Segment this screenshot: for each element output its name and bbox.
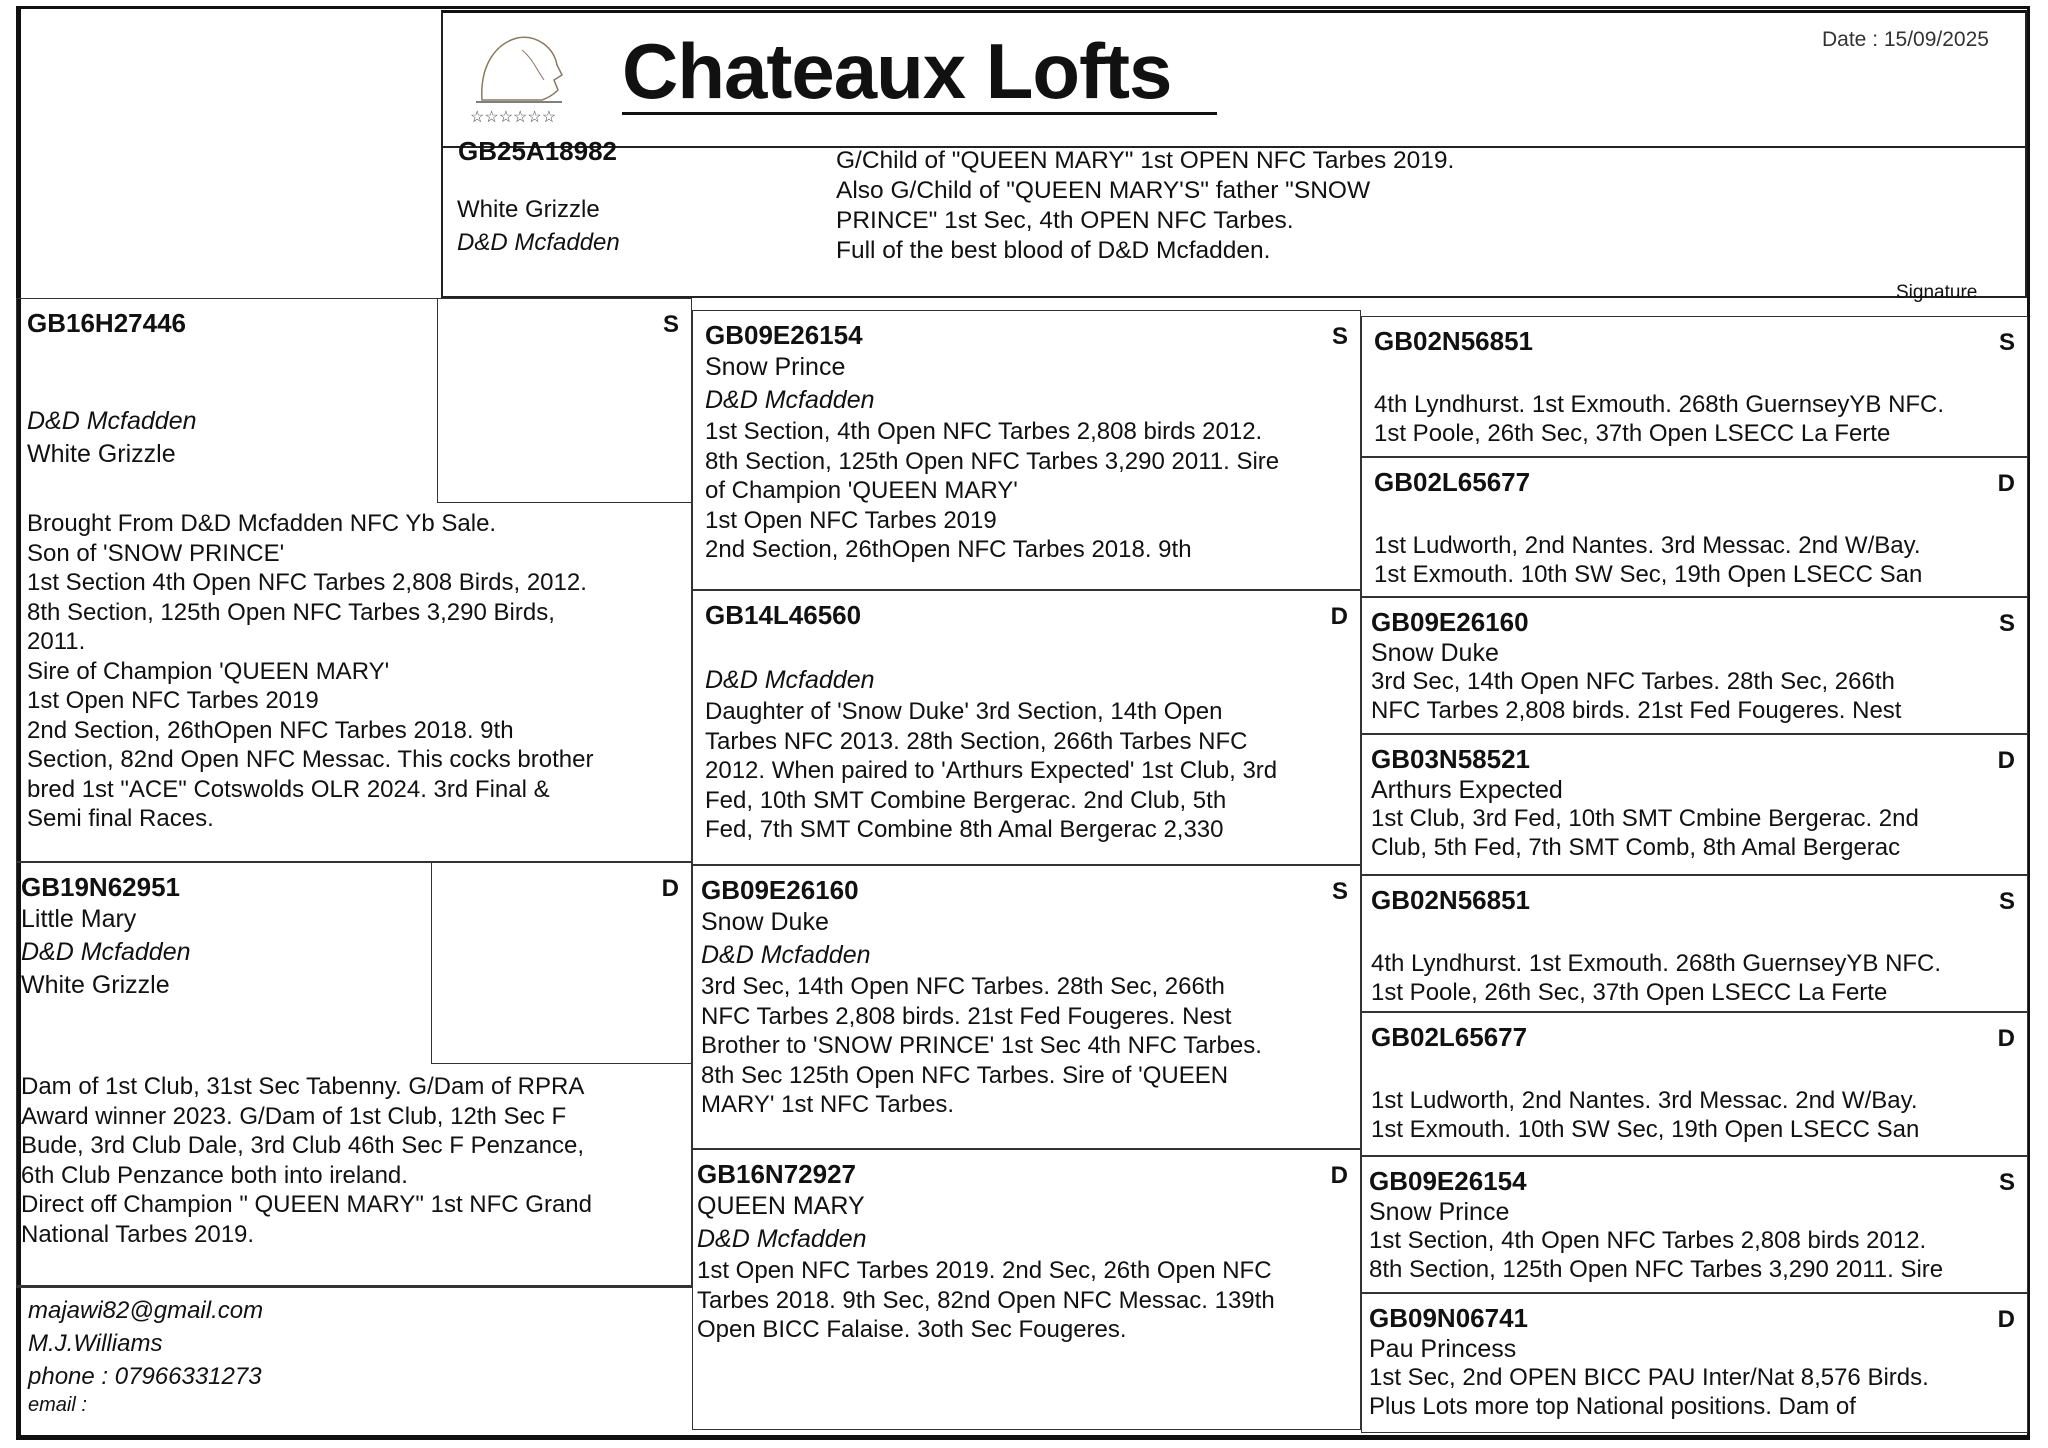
bird-owner: D&D Mcfadden (701, 941, 871, 969)
note-line: Semi final Races. (27, 805, 214, 832)
note-line: Brother to 'SNOW PRINCE' 1st Sec 4th NFC Tarbes. (701, 1032, 1262, 1059)
spacer (1371, 1053, 2015, 1087)
subject-note-line: PRINCE" 1st Sec, 4th OPEN NFC Tarbes. (836, 207, 1294, 234)
ring-number: GB16N72927 (697, 1159, 856, 1189)
note-line: Tarbes 2018. 9th Sec, 82nd Open NFC Messac. 139th (697, 1286, 1275, 1314)
bird-notes (27, 509, 679, 834)
note-line: Fed, 10th SMT Combine Bergerac. 2nd Club, 5th (705, 786, 1227, 814)
sex-marker: S (1998, 610, 2015, 637)
spacer (27, 372, 679, 405)
note-line: 2nd Section, 26thOpen NFC Tarbes 2018. 9th (705, 536, 1192, 563)
spacer (1374, 357, 2015, 391)
bird-notes (1371, 950, 2015, 1007)
dds-box (1361, 1156, 2028, 1293)
note-line: 1st Exmouth. 10th SW Sec, 19th Open LSECC San (1374, 560, 1923, 588)
bird-notes (1371, 1087, 2015, 1144)
bird-owner: D&D Mcfadden (705, 386, 875, 414)
note-line: NFC Tarbes 2,808 birds. 21st Fed Fougeres. Nest (1371, 696, 1902, 724)
note-line: 1st Open NFC Tarbes 2019 (27, 687, 319, 714)
sex-marker: D (1997, 1306, 2015, 1333)
ring-number: GB02N56851 (1371, 885, 1530, 915)
spacer (1371, 916, 2015, 950)
note-line: Tarbes NFC 2013. 28th Section, 266th Tarbes NFC (705, 727, 1248, 755)
dss-box (1361, 875, 2028, 1012)
note-line: 2012. When paired to 'Arthurs Expected' 1st Club, 3rd (705, 757, 1278, 784)
sex-marker: S (1998, 329, 2015, 356)
note-line: 2011. (27, 628, 86, 655)
note-line: Brought From D&D Mcfadden NFC Yb Sale. (27, 510, 497, 537)
bird-notes (705, 417, 1348, 565)
bird-notes (1374, 391, 2015, 448)
bird-colour: White Grizzle (27, 440, 176, 468)
bird-name: QUEEN MARY (697, 1192, 865, 1220)
subject-note-line: Full of the best blood of D&D Mcfadden. (836, 237, 1271, 264)
sex-marker: S (1331, 878, 1348, 905)
sex-marker: D (1997, 747, 2015, 774)
note-line: Son of 'SNOW PRINCE' (27, 539, 285, 567)
sex-marker: S (1331, 323, 1348, 350)
sex-marker: S (662, 311, 679, 338)
note-line: of Champion 'QUEEN MARY' (705, 477, 1018, 504)
ssd-box (1361, 457, 2028, 597)
note-line: Award winner 2023. G/Dam of 1st Club, 12th Sec F (21, 1102, 567, 1130)
signature-label: Signature (1896, 282, 1978, 303)
note-line: 1st Poole, 26th Sec, 37th Open LSECC La Ferte (1371, 978, 1888, 1006)
note-line: Bude, 3rd Club Dale, 3rd Club 46th Sec F Penzance, (21, 1132, 584, 1159)
note-line: Section, 82nd Open NFC Messac. This cocks brother (27, 746, 594, 773)
contact-phone: phone : 07966331273 (28, 1363, 262, 1390)
note-line: 6th Club Penzance both into ireland. (21, 1161, 408, 1189)
sire-box (16, 298, 692, 862)
note-line: 4th Lyndhurst. 1st Exmouth. 268th GuernseyYB NFC. (1371, 950, 1942, 977)
bird-name: Snow Duke (701, 908, 829, 936)
bird-notes (1371, 668, 2015, 725)
note-line: Fed, 7th SMT Combine 8th Amal Bergerac 2,330 (705, 816, 1224, 843)
ring-number: GB02L65677 (1374, 467, 1531, 497)
note-line: Direct off Champion " QUEEN MARY" 1st NFC Grand (21, 1191, 592, 1218)
svg-text:☆☆☆☆☆☆: ☆☆☆☆☆☆ (470, 109, 557, 126)
sex-marker: S (1998, 888, 2015, 915)
sex-marker: D (661, 875, 679, 902)
bird-notes (697, 1256, 1348, 1345)
ring-number: GB09E26160 (701, 875, 859, 905)
spacer (27, 339, 679, 372)
ddd-box (1361, 1293, 2028, 1433)
note-line: 1st Open NFC Tarbes 2019. 2nd Sec, 26th Open NFC (697, 1257, 1272, 1284)
note-line: NFC Tarbes 2,808 birds. 21st Fed Fougeres. Nest (701, 1002, 1232, 1030)
sex-marker: D (1330, 603, 1348, 630)
dam-dam-box (692, 1149, 1361, 1430)
subject-notes (836, 146, 1454, 266)
breeder-contact (16, 1286, 692, 1438)
ring-number: GB03N58521 (1371, 744, 1530, 774)
spacer (705, 631, 1348, 664)
bird-name: Snow Duke (1371, 639, 1499, 667)
subject-ring-number: GB25A18982 (458, 136, 617, 166)
bird-name: Pau Princess (1369, 1335, 1517, 1363)
note-line: Dam of 1st Club, 31st Sec Tabenny. G/Dam of RPRA (21, 1073, 585, 1100)
bird-name: Little Mary (21, 905, 137, 933)
bird-owner: D&D Mcfadden (27, 407, 197, 435)
bird-owner: D&D Mcfadden (705, 666, 875, 694)
contact-email-label: email : (28, 1394, 87, 1416)
title-underline (622, 112, 1217, 115)
page-title: Chateaux Lofts (622, 27, 1172, 115)
note-line: MARY' 1st NFC Tarbes. (701, 1091, 955, 1118)
bird-notes (705, 697, 1348, 845)
note-line: bred 1st "ACE" Cotswolds OLR 2024. 3rd Final & (27, 775, 550, 803)
note-line: Daughter of 'Snow Duke' 3rd Section, 14th Open (705, 698, 1223, 725)
sex-marker: S (1998, 1169, 2015, 1196)
spacer (27, 471, 679, 509)
bird-notes (1369, 1227, 2015, 1284)
date-label: Date : 15/09/2025 (1822, 28, 1989, 51)
note-line: 1st Exmouth. 10th SW Sec, 19th Open LSECC San (1371, 1115, 1920, 1143)
note-line: 3rd Sec, 14th Open NFC Tarbes. 28th Sec, 266th (1371, 668, 1895, 695)
dsd-box (1361, 1012, 2028, 1156)
sex-marker: D (1997, 1025, 2015, 1052)
spacer (21, 1002, 679, 1072)
note-line: 1st Poole, 26th Sec, 37th Open LSECC La Ferte (1374, 419, 1891, 447)
sds-box (1361, 597, 2028, 734)
bird-notes (1371, 805, 2015, 862)
contact-email[interactable]: majawi82@gmail.com (28, 1297, 264, 1324)
sex-marker: D (1997, 470, 2015, 497)
sire-dam-box (692, 590, 1361, 865)
ring-number: GB09E26160 (1371, 607, 1529, 637)
contact-name: M.J.Williams (28, 1330, 163, 1357)
subject-colour: White Grizzle (457, 196, 600, 223)
sire-sire-box (692, 310, 1361, 590)
note-line: National Tarbes 2019. (21, 1220, 255, 1248)
bird-notes (701, 972, 1348, 1120)
bird-name: Arthurs Expected (1371, 776, 1563, 804)
note-line: Club, 5th Fed, 7th SMT Comb, 8th Amal Bergerac (1371, 833, 1901, 861)
note-line: 1st Club, 3rd Fed, 10th SMT Cmbine Bergerac. 2nd (1371, 805, 1919, 832)
ring-number: GB09N06741 (1369, 1303, 1528, 1333)
sdd-box (1361, 734, 2028, 875)
bird-owner: D&D Mcfadden (21, 938, 191, 966)
bird-name: Snow Prince (1369, 1198, 1510, 1226)
ring-number: GB19N62951 (21, 872, 180, 902)
ring-number: GB14L46560 (705, 600, 862, 630)
spacer (1374, 498, 2015, 532)
sex-marker: D (1330, 1162, 1348, 1189)
note-line: 8th Section, 125th Open NFC Tarbes 3,290 2011. Sire (705, 447, 1280, 475)
sss-box (1361, 316, 2028, 457)
bird-name: Snow Prince (705, 353, 846, 381)
bird-notes (1374, 532, 2015, 589)
bird-owner: D&D Mcfadden (697, 1225, 867, 1253)
ring-number: GB16H27446 (27, 308, 186, 338)
note-line: 4th Lyndhurst. 1st Exmouth. 268th GuernseyYB NFC. (1374, 391, 1945, 418)
note-line: 1st Section, 4th Open NFC Tarbes 2,808 birds 2012. (705, 418, 1263, 445)
bird-colour: White Grizzle (21, 971, 170, 999)
subject-owner: D&D Mcfadden (457, 229, 620, 256)
ring-number: GB09E26154 (705, 320, 863, 350)
note-line: 1st Section 4th Open NFC Tarbes 2,808 Birds, 2012. (27, 569, 587, 596)
subject-note-line: Also G/Child of "QUEEN MARY'S" father "SNOW (836, 177, 1371, 204)
dam-box (16, 862, 692, 1286)
note-line: 8th Sec 125th Open NFC Tarbes. Sire of 'QUEEN (701, 1061, 1229, 1089)
bird-notes (21, 1072, 679, 1249)
eagle-logo-icon (462, 20, 582, 130)
note-line: 1st Section, 4th Open NFC Tarbes 2,808 birds 2012. (1369, 1227, 1927, 1254)
note-line: 2nd Section, 26thOpen NFC Tarbes 2018. 9th (27, 716, 514, 744)
ring-number: GB02L65677 (1371, 1022, 1528, 1052)
note-line: 8th Section, 125th Open NFC Tarbes 3,290 Birds, (27, 598, 555, 626)
ring-number: GB09E26154 (1369, 1166, 1527, 1196)
bird-notes (1369, 1364, 2015, 1421)
note-line: Open BICC Falaise. 3oth Sec Fougeres. (697, 1316, 1127, 1343)
note-line: 1st Sec, 2nd OPEN BICC PAU Inter/Nat 8,576 Birds. (1369, 1364, 1929, 1391)
note-line: 1st Ludworth, 2nd Nantes. 3rd Messac. 2nd W/Bay. (1371, 1087, 1918, 1114)
subject-note-line: G/Child of "QUEEN MARY" 1st OPEN NFC Tarbes 2019. (836, 147, 1455, 174)
note-line: 1st Open NFC Tarbes 2019 (705, 506, 997, 534)
ring-number: GB02N56851 (1374, 326, 1533, 356)
note-line: 8th Section, 125th Open NFC Tarbes 3,290 2011. Sire (1369, 1255, 1944, 1283)
note-line: Plus Lots more top National positions. Dam of (1369, 1392, 1856, 1420)
dam-sire-box (692, 865, 1361, 1149)
note-line: 1st Ludworth, 2nd Nantes. 3rd Messac. 2nd W/Bay. (1374, 532, 1921, 559)
note-line: 3rd Sec, 14th Open NFC Tarbes. 28th Sec, 266th (701, 973, 1225, 1000)
note-line: Sire of Champion 'QUEEN MARY' (27, 657, 390, 685)
